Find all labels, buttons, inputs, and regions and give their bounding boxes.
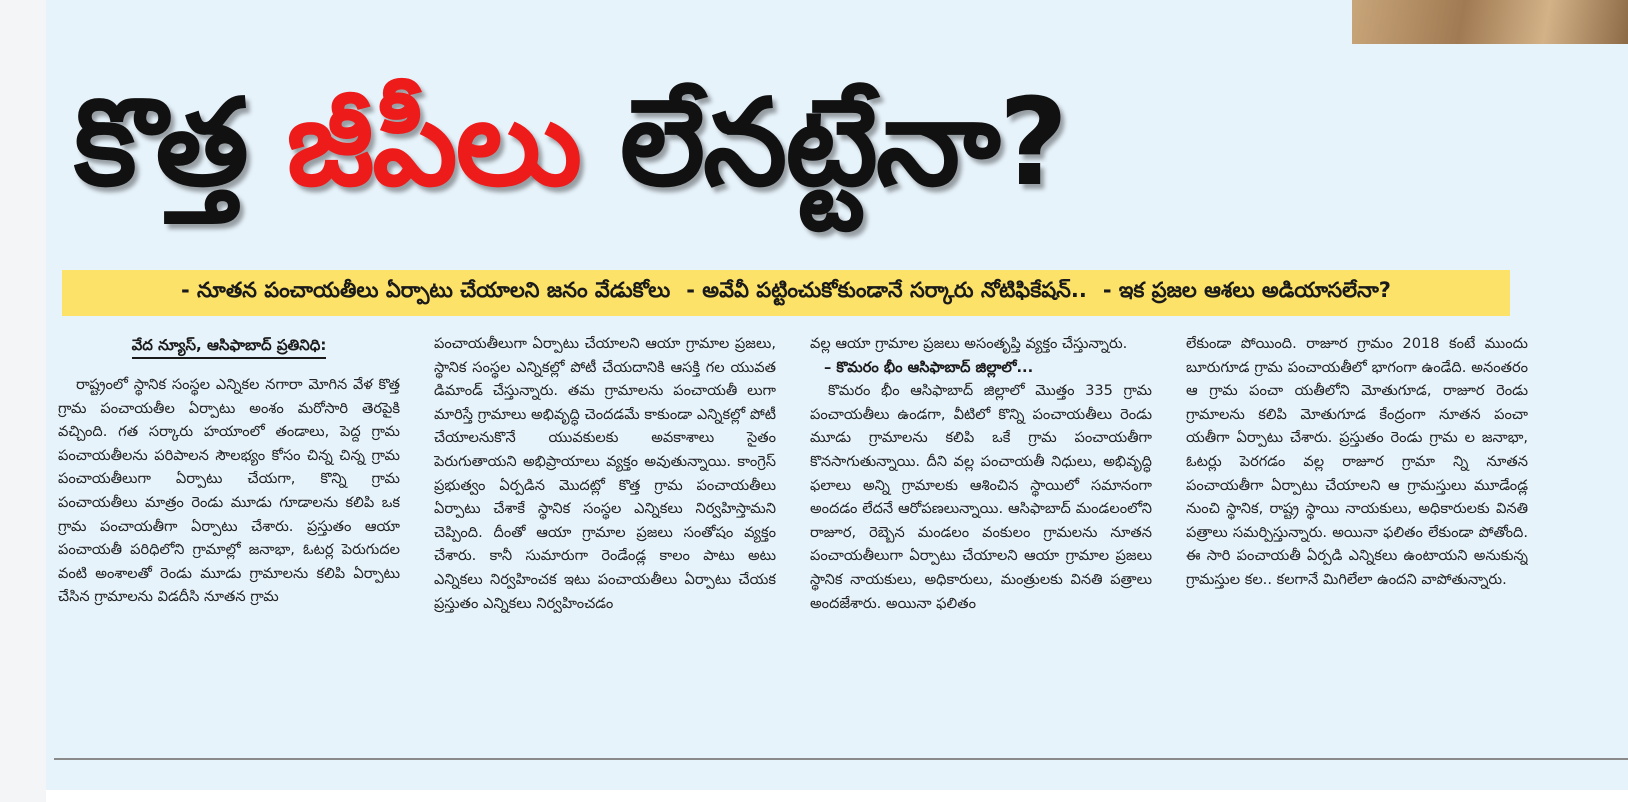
article-column-1 <box>58 334 400 736</box>
headline-word-1: కొత్త <box>74 74 247 213</box>
headline-word-2: జీపీలు <box>286 74 581 213</box>
byline: వేద న్యూస్, ఆసిఫాబాద్ ప్రతినిధి: <box>58 334 400 357</box>
column-3-subhead: – కొమరం భీం ఆసిఫాబాద్ జిల్లాలో... <box>824 358 1034 376</box>
column-3-text-b: కొమరం భీం ఆసిఫాబాద్ జిల్లాలో మొత్తం 335 గ్రామ పంచాయతీలు ఉండగా, వీటిలో కొన్ని పంచాయతీలు రెండు మూడు గ్రామాలను కలిపి ఒకే గ్రామ పంచాయతీగా కొనసాగుతున్నాయి. దీని వల్ల పంచాయతీ నిధులు, అభివృద్ధి ఫలాలు అన్ని గ్రామాలకు ఆశించిన స్థాయిలో సమానంగా అందడం లేదనే ఆరోపణలున్నాయి. ఆసిఫాబాద్ మండలంలోని రాజూర, రెబ్బెన మండలం వంకులం గ్రామలను నూతన పంచాయతీలుగా ఏర్పాటు చేయాలని ఆయా గ్రామాల ప్రజలు స్థానిక నాయకులు, అధికారులు, మంత్రులకు వినతి పత్రాలు అందజేశారు. అయినా ఫలితం <box>810 382 1152 612</box>
column-2-text: పంచాయతీలుగా ఏర్పాటు చేయాలని ఆయా గ్రామాల ప్రజలు, స్థానిక సంస్థల ఎన్నికల్లో పోటీ చేయదానికి ఆసక్తి గల యువత డిమాండ్ చేస్తున్నారు. తమ గ్రామాలను పంచాయతీ లుగా మారిస్తే గ్రామాలు అభివృద్ధి చెందడమే కాకుండా ఎన్నికల్లో పోటీ చేయాలనుకొనే యువకులకు అవకాశాలు సైతం పెరుగుతాయని అభిప్రాయాలు వ్యక్తం అవుతున్నాయి. కాంగ్రెస్ ప్రభుత్వం ఏర్పడిన మొదట్లో కొత్త గ్రామ పంచాయతీలు ఏర్పాటు చేశాకే స్థానిక సంస్థల ఎన్నికలు నిర్వహిస్తామని చెప్పింది. దీంతో ఆయా గ్రామాల ప్రజలు సంతోషం వ్యక్తం చేశారు. కానీ సుమారుగా రెండేండ్ల కాలం పాటు అటు ఎన్నికలు నిర్వహించక ఇటు పంచాయతీలు ఏర్పాటు చేయక ప్రస్తుతం ఎన్నికలు నిర్వహించడం <box>434 335 776 612</box>
strapline-item-1: - నూతన పంచాయతీలు ఏర్పాటు చేయాలని జనం వేడుకోలు <box>181 278 671 302</box>
column-1-text: రాష్ట్రంలో స్థానిక సంస్థల ఎన్నికల నగారా మోగిన వేళ కొత్త గ్రామ పంచాయతీల ఏర్పాటు అంశం మరోసారి తెరపైకి వచ్చింది. గత సర్కారు హయాంలో తండాలు, పెద్ద గ్రామ పంచాయతీలను పరిపాలన సౌలభ్యం కోసం చిన్న చిన్న గ్రామ పంచాయతీలుగా ఏర్పాటు చేయగా, కొన్ని గ్రామ పంచాయతీలు మాత్రం రెండు మూడు గూడాలను కలిపి ఒక గ్రామ పంచాయతీగా ఏర్పాటు చేశారు. ప్రస్తుతం ఆయా పంచాయతీ పరిధిలోని గ్రామాల్లో జనాభా, ఓటర్ల పెరుగుదల వంటి అంశాలతో రెండు మూడు గ్రామాలను కలిపి ఏర్పాటు చేసిన గ్రామాలను విడదీసి నూతన గ్రామ <box>58 376 400 606</box>
headline <box>74 34 1564 254</box>
article-column-2 <box>434 332 776 734</box>
column-4-text: లేకుండా పోయింది. రాజూర గ్రామం 2018 కంటే ముందు బూరుగూడ గ్రామ పంచాయతీలో భాగంగా ఉండేది. అనంతరం ఆ గ్రామ పంచా యతీలోని మోతుగూడ, రాజూర రెండు గ్రామాలను కలిపి మోతుగూడ కేంద్రంగా నూతన పంచా యతీగా ఏర్పాటు చేశారు. ప్రస్తుతం రెండు గ్రామ ల జనాభా, ఓటర్లు పెరగడం వల్ల రాజూర గ్రామా న్ని నూతన పంచాయతీగా ఏర్పాటు చేయాలని ఆ గ్రామస్తులు మూడేండ్ల నుంచి స్థానిక, రాష్ట్ర స్థాయి నాయకులు, అధికారులకు వినతి పత్రాలు సమర్పిస్తున్నారు. అయినా ఫలితం లేకుండా పోతోంది. ఈ సారి పంచాయతీ ఏర్పడి ఎన్నికలు ఉంటాయని అనుకున్న గ్రామస్తుల కల.. కలగానే మిగిలేలా ఉందని వాపోతున్నారు. <box>1186 335 1528 588</box>
bottom-rule <box>54 758 1628 760</box>
strapline-item-3: - ఇక ప్రజల ఆశలు అడియాసలేనా? <box>1102 278 1391 302</box>
article-column-4 <box>1186 332 1528 734</box>
article-column-3 <box>810 332 1152 734</box>
page-margin <box>0 0 46 802</box>
strapline <box>62 270 1510 316</box>
column-3-text-a: వల్ల ఆయా గ్రామాల ప్రజలు అసంతృప్తి వ్యక్తం చేస్తున్నారు. <box>810 335 1128 352</box>
strapline-item-2: - అవేవీ పట్టించుకోకుండానే సర్కారు నోటిఫికేషన్.. <box>686 278 1087 302</box>
headline-word-3: లేనట్టేనా? <box>619 74 1067 213</box>
